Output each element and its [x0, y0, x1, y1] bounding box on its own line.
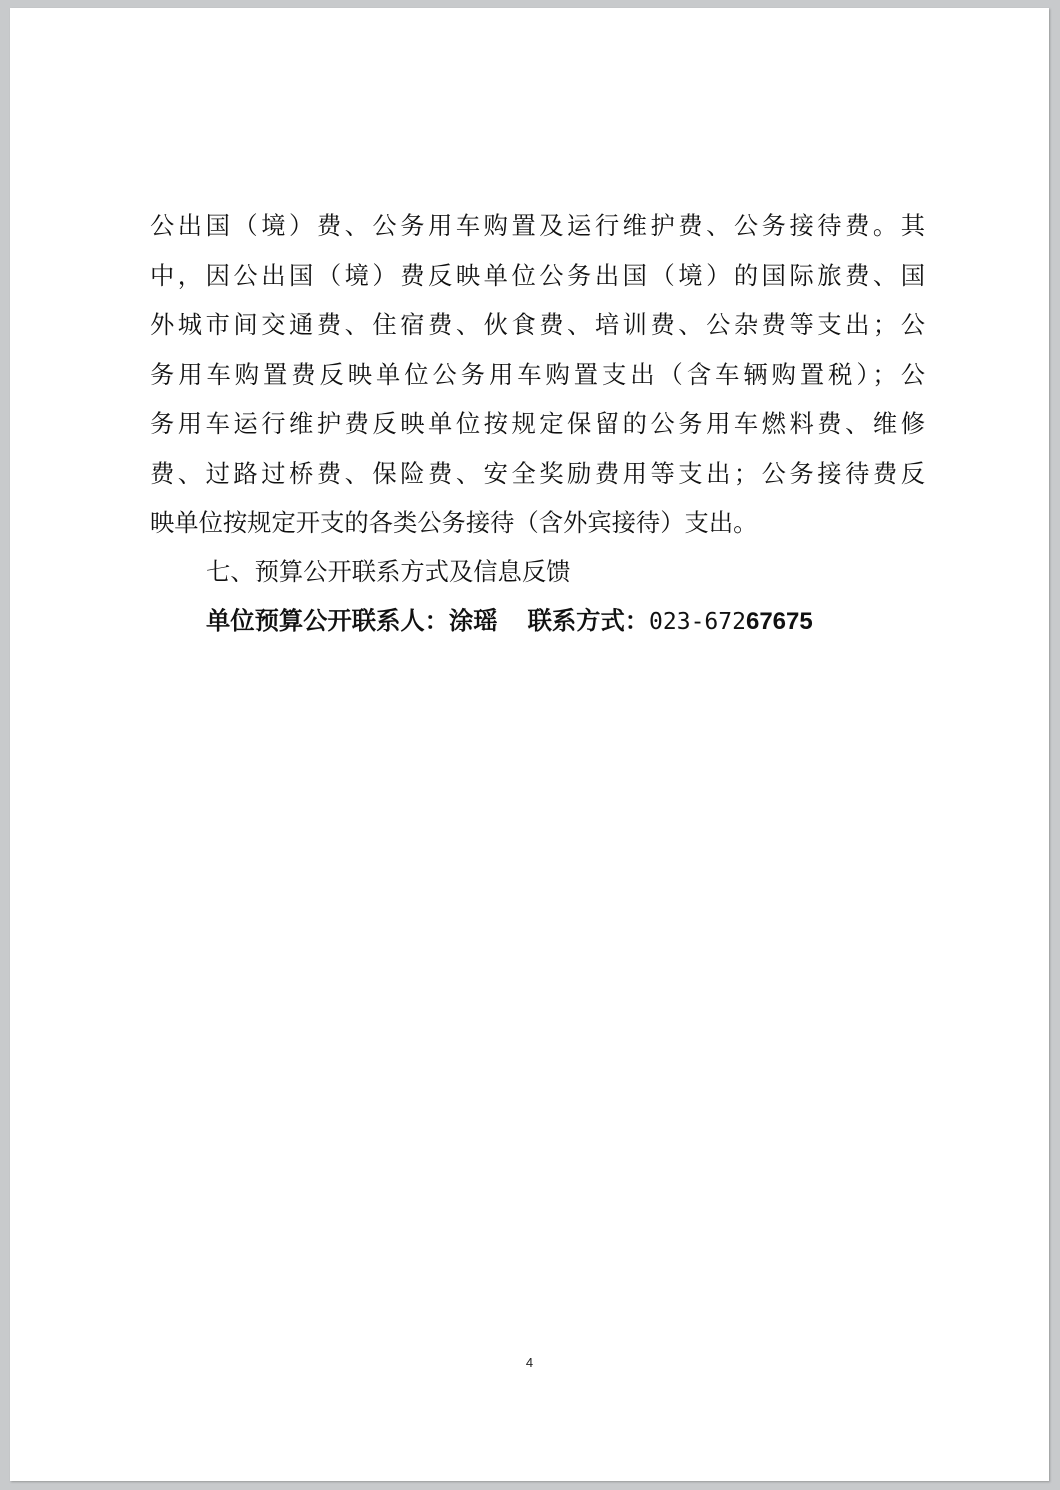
paragraph-line-5: 务用车运行维护费反映单位按规定保留的公务用车燃料费、维修 [150, 409, 925, 438]
contact-line [206, 596, 813, 648]
paragraph-line-2: 中，因公出国（境）费反映单位公务出国（境）的国际旅费、国 [150, 260, 925, 290]
paragraph-line-7: 映单位按规定开支的各类公务接待（含外宾接待）支出。 [150, 508, 758, 537]
contact-method-label: 联系方式： [527, 606, 650, 635]
paragraph-line-4: 务用车购置费反映单位公务用车购置支出（含车辆购置税）；公 [150, 359, 925, 389]
contact-phone-part2: 67675 [745, 608, 813, 635]
contact-person: 单位预算公开联系人：涂瑶 [206, 606, 498, 635]
paragraph-line-3: 外城市间交通费、住宿费、伙食费、培训费、公杂费等支出；公 [150, 310, 925, 339]
contact-phone-part1: 023-672 [649, 609, 746, 635]
document-page [10, 8, 1049, 1481]
paragraph-line-6: 费、过路过桥费、保险费、安全奖励费用等支出；公务接待费反 [150, 458, 925, 488]
body-paragraph [150, 201, 925, 548]
section-heading: 七、预算公开联系方式及信息反馈 [206, 557, 571, 586]
paragraph-line-1: 公出国（境）费、公务用车购置及运行维护费、公务接待费。其 [150, 211, 925, 240]
page-number: 4 [525, 1355, 534, 1370]
